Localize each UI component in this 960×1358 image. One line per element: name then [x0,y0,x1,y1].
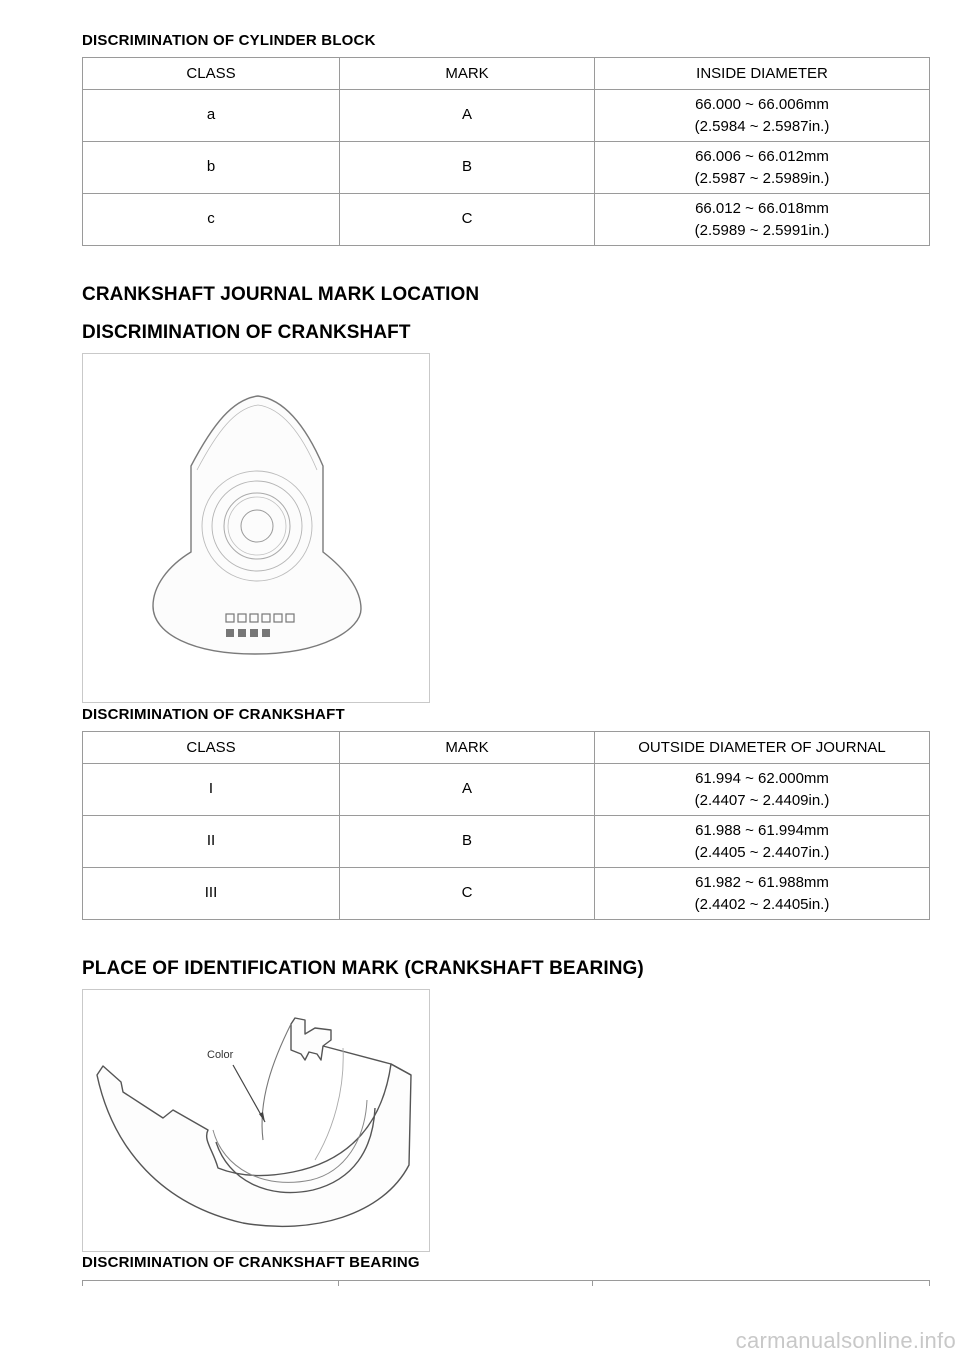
cell-mark: A [340,764,595,816]
table-row [83,194,930,246]
diameter-in: (2.5989 ~ 2.5991in.) [694,222,830,239]
diameter-mm: 61.994 ~ 62.000mm [695,770,829,787]
crankshaft-figure [82,353,430,703]
table-header-row [83,732,930,764]
bearing-table-top-border [82,1280,930,1281]
header-outside-diameter: OUTSIDE DIAMETER OF JOURNAL [595,732,930,764]
cell-mark: B [340,816,595,868]
diameter-mm: 61.982 ~ 61.988mm [695,874,829,891]
cell-diameter [595,764,930,816]
diameter-mm: 66.000 ~ 66.006mm [695,96,829,113]
cell-diameter [595,816,930,868]
cell-class: c [83,194,340,246]
cell-class: I [83,764,340,816]
diameter-in: (2.4407 ~ 2.4409in.) [694,792,830,809]
diameter-in: (2.5984 ~ 2.5987in.) [694,118,830,135]
diameter-mm: 66.006 ~ 66.012mm [695,148,829,165]
diameter-mm: 66.012 ~ 66.018mm [695,200,829,217]
cell-class: a [83,90,340,142]
crankshaft-table [82,731,930,920]
table-divider [82,1280,83,1286]
cell-mark: B [340,142,595,194]
cell-diameter [595,90,930,142]
diameter-in: (2.4402 ~ 2.4405in.) [694,896,830,913]
crankshaft-journal-mark-icon [83,354,429,702]
watermark-text: carmanualsonline.info [735,1328,956,1353]
header-inside-diameter: INSIDE DIAMETER [595,58,930,90]
crankshaft-caption: DISCRIMINATION OF CRANKSHAFT [82,706,345,723]
table-divider [338,1280,339,1286]
cylinder-block-table [82,57,930,246]
cell-mark: A [340,90,595,142]
cell-mark: C [340,868,595,920]
header-class: CLASS [83,58,340,90]
table-row [83,764,930,816]
diameter-in: (2.4405 ~ 2.4407in.) [694,844,830,861]
cell-mark: C [340,194,595,246]
table-row [83,90,930,142]
color-callout-label: Color [207,1049,234,1061]
cell-class: III [83,868,340,920]
table-header-row [83,58,930,90]
table-divider [592,1280,593,1286]
table-row [83,142,930,194]
header-mark: MARK [340,58,595,90]
table-row [83,816,930,868]
cell-diameter [595,868,930,920]
header-class: CLASS [83,732,340,764]
bearing-mark-heading: PLACE OF IDENTIFICATION MARK (CRANKSHAFT BEARING) [82,958,644,979]
table-divider [929,1280,930,1286]
header-mark: MARK [340,732,595,764]
bearing-caption: DISCRIMINATION OF CRANKSHAFT BEARING [82,1254,420,1271]
crankshaft-bearing-icon [83,990,429,1251]
cell-class: II [83,816,340,868]
discrimination-crankshaft-heading: DISCRIMINATION OF CRANKSHAFT [82,322,411,343]
journal-mark-heading: CRANKSHAFT JOURNAL MARK LOCATION [82,284,480,305]
cylinder-block-caption: DISCRIMINATION OF CYLINDER BLOCK [82,32,376,49]
diameter-mm: 61.988 ~ 61.994mm [695,822,829,839]
cell-diameter [595,194,930,246]
table-row [83,868,930,920]
cell-diameter [595,142,930,194]
diameter-in: (2.5987 ~ 2.5989in.) [694,170,830,187]
bearing-figure [82,989,430,1252]
cell-class: b [83,142,340,194]
